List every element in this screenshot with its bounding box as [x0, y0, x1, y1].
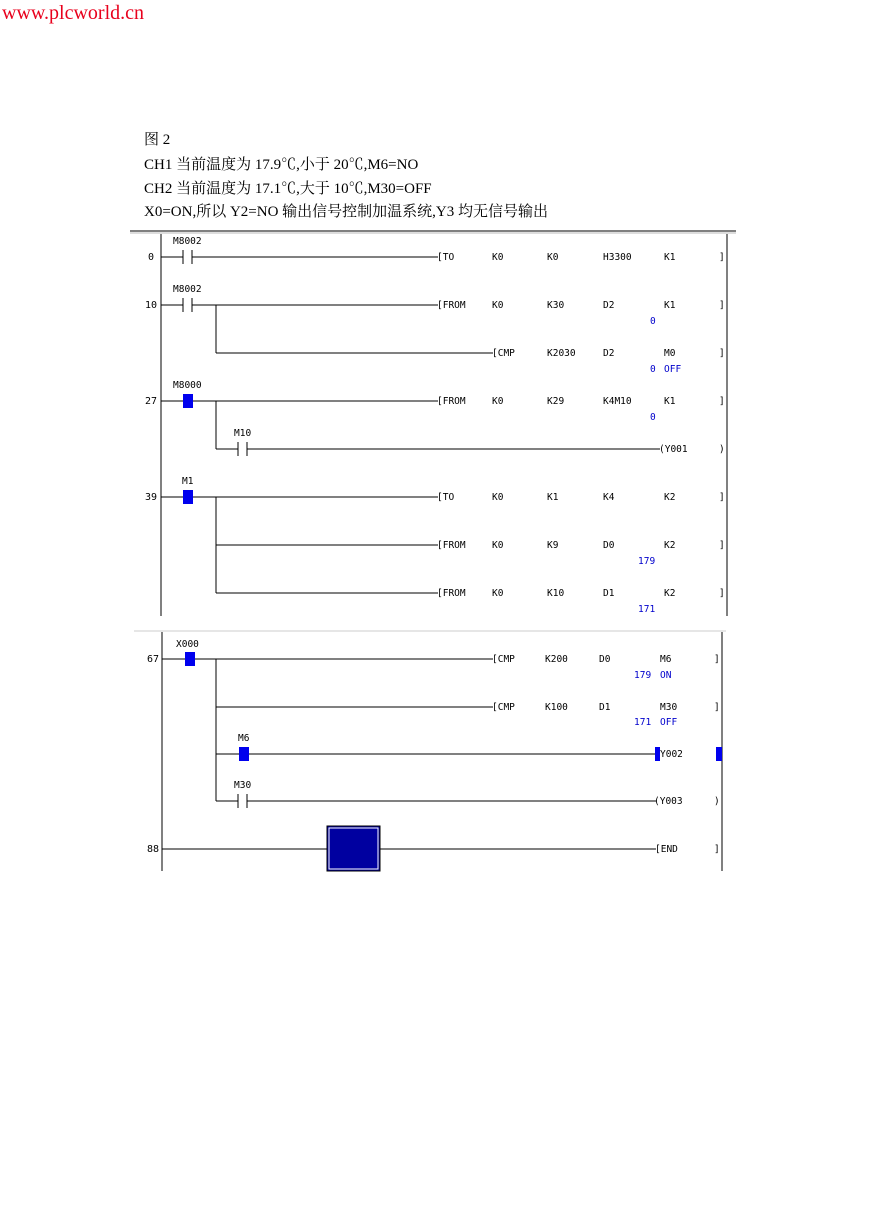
- svg-text:[FROM: [FROM: [437, 396, 466, 407]
- svg-text:]: ]: [714, 844, 720, 855]
- svg-text:D1: D1: [599, 702, 611, 713]
- svg-text:K0: K0: [492, 300, 504, 311]
- svg-text:]: ]: [714, 654, 720, 665]
- svg-text:[CMP: [CMP: [492, 348, 515, 359]
- svg-text:K10: K10: [547, 588, 565, 599]
- rung-67[interactable]: [147, 639, 722, 808]
- rung-27[interactable]: [145, 380, 725, 456]
- rung-88[interactable]: [147, 826, 720, 871]
- svg-text:K4: K4: [603, 492, 615, 503]
- svg-text:[CMP: [CMP: [492, 702, 515, 713]
- svg-text:M1: M1: [182, 476, 194, 487]
- svg-text:10: 10: [145, 300, 158, 311]
- svg-text:0: 0: [650, 316, 656, 327]
- svg-text:[FROM: [FROM: [437, 588, 466, 599]
- svg-text:M6: M6: [238, 733, 250, 744]
- svg-text:179: 179: [638, 556, 656, 567]
- svg-text:H3300: H3300: [603, 252, 632, 263]
- svg-text:K2030: K2030: [547, 348, 576, 359]
- svg-text:D2: D2: [603, 300, 615, 311]
- rung-39[interactable]: [145, 476, 725, 615]
- active-coil-end-indicator: [716, 747, 722, 761]
- svg-text:]: ]: [719, 252, 725, 263]
- svg-text:(Y001: (Y001: [659, 444, 688, 455]
- svg-text:D2: D2: [603, 348, 615, 359]
- svg-text:]: ]: [719, 300, 725, 311]
- svg-text:OFF: OFF: [660, 717, 678, 728]
- contact-label: M8002: [173, 236, 202, 247]
- svg-text:]: ]: [719, 588, 725, 599]
- rung-10[interactable]: [145, 284, 725, 375]
- caption-line-ch1: CH1 当前温度为 17.9℃,小于 20℃,M6=NO: [144, 157, 419, 173]
- svg-text:]: ]: [719, 492, 725, 503]
- svg-text:]: ]: [719, 540, 725, 551]
- svg-text:[END: [END: [655, 844, 678, 855]
- figure-label: 图 2: [144, 132, 171, 148]
- caption-line-ch2: CH2 当前温度为 17.1℃,大于 10℃,M30=OFF: [144, 181, 432, 197]
- active-contact-indicator: [183, 394, 193, 408]
- svg-text:): ): [714, 796, 720, 807]
- svg-text:X000: X000: [176, 639, 199, 650]
- svg-text:K2: K2: [664, 540, 676, 551]
- svg-text:K0: K0: [492, 540, 504, 551]
- svg-text:M30: M30: [660, 702, 678, 713]
- svg-text:K4M10: K4M10: [603, 396, 632, 407]
- watermark-url: www.plcworld.cn: [2, 2, 145, 24]
- svg-text:171: 171: [638, 604, 656, 615]
- svg-text:M0: M0: [664, 348, 676, 359]
- svg-text:M10: M10: [234, 428, 252, 439]
- svg-text:67: 67: [147, 654, 160, 665]
- svg-text:K0: K0: [492, 252, 504, 263]
- svg-text:M8002: M8002: [173, 284, 202, 295]
- svg-text:[TO: [TO: [437, 492, 455, 503]
- svg-text:88: 88: [147, 844, 160, 855]
- svg-text:0: 0: [650, 364, 656, 375]
- svg-text:D0: D0: [603, 540, 615, 551]
- svg-text:OFF: OFF: [664, 364, 682, 375]
- svg-text:M6: M6: [660, 654, 672, 665]
- svg-text:K1: K1: [664, 300, 676, 311]
- caption-line-x0: X0=ON,所以 Y2=NO 输出信号控制加温系统,Y3 均无信号输出: [144, 204, 548, 220]
- svg-text:179: 179: [634, 670, 652, 681]
- svg-text:K0: K0: [547, 252, 559, 263]
- svg-text:]: ]: [719, 396, 725, 407]
- svg-text:K30: K30: [547, 300, 565, 311]
- active-contact-indicator: [239, 747, 249, 761]
- editor-cursor-block: [327, 826, 380, 871]
- svg-text:D1: D1: [603, 588, 615, 599]
- svg-text:K1: K1: [664, 252, 676, 263]
- svg-text:K200: K200: [545, 654, 568, 665]
- svg-text:M30: M30: [234, 780, 252, 791]
- svg-text:0: 0: [650, 412, 656, 423]
- svg-text:[FROM: [FROM: [437, 300, 466, 311]
- svg-text:[CMP: [CMP: [492, 654, 515, 665]
- rung-0[interactable]: [148, 236, 725, 264]
- active-contact-indicator: [183, 490, 193, 504]
- svg-text:D0: D0: [599, 654, 611, 665]
- step-number: 0: [148, 252, 155, 263]
- svg-text:171: 171: [634, 717, 652, 728]
- svg-text:K0: K0: [492, 492, 504, 503]
- svg-text:K2: K2: [664, 492, 676, 503]
- svg-text:[TO: [TO: [437, 252, 455, 263]
- svg-text:K9: K9: [547, 540, 559, 551]
- svg-text:K29: K29: [547, 396, 565, 407]
- svg-text:K1: K1: [547, 492, 559, 503]
- svg-text:K0: K0: [492, 588, 504, 599]
- svg-text:K2: K2: [664, 588, 676, 599]
- svg-text:Y002: Y002: [660, 749, 683, 760]
- svg-text:K0: K0: [492, 396, 504, 407]
- svg-text:M8000: M8000: [173, 380, 202, 391]
- svg-text:K100: K100: [545, 702, 568, 713]
- svg-text:]: ]: [719, 348, 725, 359]
- svg-text:[FROM: [FROM: [437, 540, 466, 551]
- svg-text:ON: ON: [660, 670, 672, 681]
- active-contact-indicator: [185, 652, 195, 666]
- svg-text:): ): [719, 444, 725, 455]
- svg-text:27: 27: [145, 396, 158, 407]
- svg-text:]: ]: [714, 702, 720, 713]
- svg-text:39: 39: [145, 492, 158, 503]
- svg-text:(Y003: (Y003: [654, 796, 683, 807]
- svg-text:K1: K1: [664, 396, 676, 407]
